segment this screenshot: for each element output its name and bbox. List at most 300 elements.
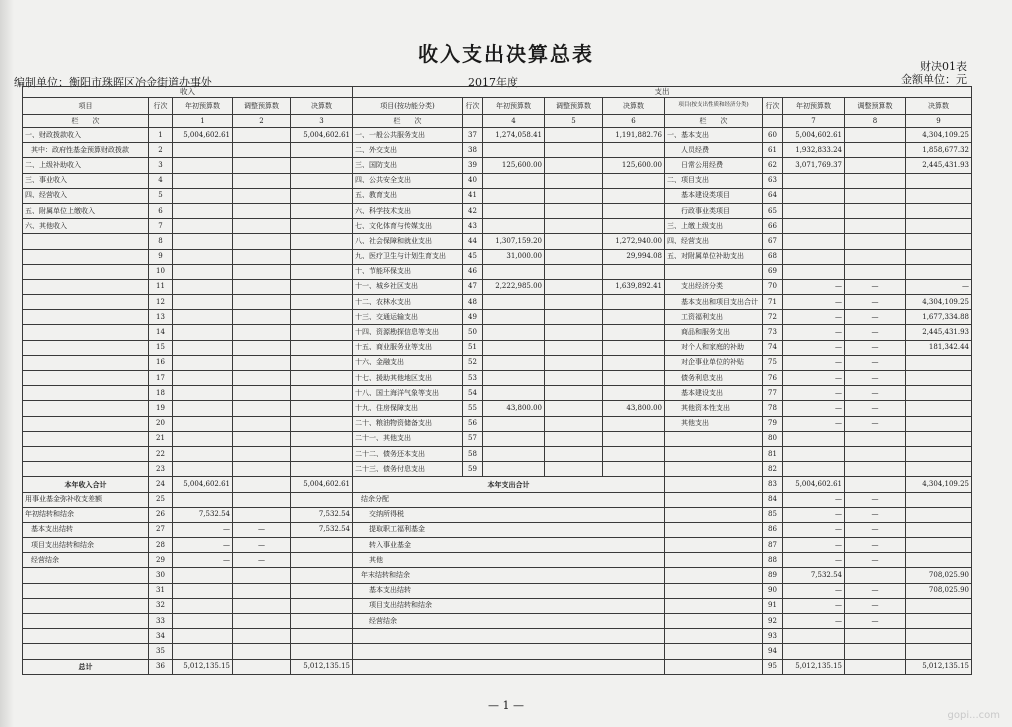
econ-row-number: 69	[763, 264, 783, 279]
income-final-value: 7,532.54	[291, 522, 353, 537]
income-row-number: 29	[149, 553, 173, 568]
econ-adjust-value: —	[845, 355, 906, 370]
func-row-number: 44	[463, 234, 483, 249]
func-final-value: 1,639,892.41	[603, 279, 665, 294]
expense-summary-label: 基本支出结转	[353, 583, 665, 598]
func-budget-value	[483, 295, 545, 310]
econ-budget-value	[783, 462, 845, 477]
econ-budget-value: 3,071,769.37	[783, 158, 845, 173]
func-final-value: 43,800.00	[603, 401, 665, 416]
page-number: — 1 —	[488, 699, 524, 712]
econ-budget-value: 5,004,602.61	[783, 477, 845, 492]
income-row-number: 14	[149, 325, 173, 340]
expense-summary-label: 转入事业基金	[353, 538, 665, 553]
econ-row-number: 71	[763, 295, 783, 310]
econ-budget-value: —	[783, 553, 845, 568]
econ-final-value	[906, 446, 972, 461]
income-adjust-value	[233, 659, 291, 674]
form-code: 财决01表	[920, 60, 967, 73]
func-item-label: 十九、住房保障支出	[353, 401, 463, 416]
income-final-value	[291, 446, 353, 461]
table-row	[23, 219, 972, 234]
income-budget-value: 5,004,602.61	[173, 128, 233, 143]
econ-adjust-value: —	[845, 598, 906, 613]
func-row-number: 52	[463, 355, 483, 370]
column-index: 9	[906, 115, 972, 128]
table-row	[23, 143, 972, 158]
econ-item-label	[665, 431, 763, 446]
func-final-value: 1,191,882.76	[603, 128, 665, 143]
income-budget-value	[173, 325, 233, 340]
income-adjust-value: —	[233, 522, 291, 537]
econ-adjust-value: —	[845, 538, 906, 553]
func-final-value	[603, 264, 665, 279]
econ-final-value: 1,677,334.88	[906, 310, 972, 325]
func-budget-value	[483, 355, 545, 370]
income-adjust-value	[233, 340, 291, 355]
econ-adjust-value	[845, 143, 906, 158]
econ-item-label: 三、上缴上级支出	[665, 219, 763, 234]
header-adjust: 调整预算数	[845, 98, 906, 115]
header-econ-item: 项目(按支出性质和经济分类)	[665, 98, 763, 115]
func-final-value	[603, 446, 665, 461]
func-row-number: 46	[463, 264, 483, 279]
econ-adjust-value: —	[845, 614, 906, 629]
expense-summary-label: 项目支出结转和结余	[353, 598, 665, 613]
econ-item-label	[665, 522, 763, 537]
column-index: 6	[603, 115, 665, 128]
econ-row-number: 67	[763, 234, 783, 249]
func-budget-value: 43,800.00	[483, 401, 545, 416]
income-item-label: 年初结转和结余	[23, 507, 149, 522]
func-item-label: 二、外交支出	[353, 143, 463, 158]
econ-budget-value: —	[783, 340, 845, 355]
func-final-value: 1,272,940.00	[603, 234, 665, 249]
income-row-number: 11	[149, 279, 173, 294]
income-adjust-value	[233, 295, 291, 310]
income-item-label	[23, 325, 149, 340]
func-adjust-value	[545, 219, 603, 234]
func-adjust-value	[545, 371, 603, 386]
func-row-number: 39	[463, 158, 483, 173]
income-row-number: 25	[149, 492, 173, 507]
econ-adjust-value	[845, 477, 906, 492]
econ-item-label	[665, 629, 763, 644]
income-final-value	[291, 462, 353, 477]
econ-item-label: 人员经费	[665, 143, 763, 158]
income-row-number: 1	[149, 128, 173, 143]
econ-adjust-value: —	[845, 325, 906, 340]
func-row-number: 40	[463, 173, 483, 188]
income-row-number: 8	[149, 234, 173, 249]
table-row	[23, 431, 972, 446]
econ-adjust-value	[845, 249, 906, 264]
func-row-number: 56	[463, 416, 483, 431]
header-adjust: 调整预算数	[233, 98, 291, 115]
income-budget-value	[173, 614, 233, 629]
header-row: 行次	[149, 98, 173, 115]
func-adjust-value	[545, 310, 603, 325]
income-budget-value: —	[173, 522, 233, 537]
econ-budget-value: —	[783, 507, 845, 522]
column-index-label: 栏 次	[665, 115, 763, 128]
income-final-value	[291, 598, 353, 613]
table-row	[23, 522, 972, 537]
income-row-number: 27	[149, 522, 173, 537]
income-item-label	[23, 295, 149, 310]
econ-adjust-value	[845, 629, 906, 644]
header-final: 决算数	[906, 98, 972, 115]
header-func-item: 项目(按功能分类)	[353, 98, 463, 115]
func-budget-value	[483, 386, 545, 401]
func-adjust-value	[545, 340, 603, 355]
income-final-value	[291, 431, 353, 446]
header-budget: 年初预算数	[783, 98, 845, 115]
header-item: 项目	[23, 98, 149, 115]
func-final-value: 125,600.00	[603, 158, 665, 173]
income-row-number: 3	[149, 158, 173, 173]
func-final-value	[603, 310, 665, 325]
func-final-value	[603, 340, 665, 355]
income-final-value	[291, 583, 353, 598]
func-adjust-value	[545, 416, 603, 431]
econ-adjust-value	[845, 264, 906, 279]
econ-adjust-value: —	[845, 522, 906, 537]
func-budget-value: 1,307,159.20	[483, 234, 545, 249]
func-item-label: 三、国防支出	[353, 158, 463, 173]
income-row-number: 20	[149, 416, 173, 431]
func-final-value	[603, 371, 665, 386]
page-title: 收入支出决算总表	[418, 42, 594, 66]
income-final-value	[291, 629, 353, 644]
func-row-number: 53	[463, 371, 483, 386]
income-budget-value	[173, 431, 233, 446]
func-row-number: 55	[463, 401, 483, 416]
table-row	[23, 477, 972, 492]
income-row-number: 7	[149, 219, 173, 234]
econ-adjust-value	[845, 446, 906, 461]
econ-final-value: 2,445,431.93	[906, 325, 972, 340]
func-final-value	[603, 203, 665, 218]
table-row	[23, 401, 972, 416]
func-row-number: 54	[463, 386, 483, 401]
income-row-number: 9	[149, 249, 173, 264]
econ-final-value	[906, 553, 972, 568]
income-adjust-value	[233, 644, 291, 659]
func-final-value	[603, 173, 665, 188]
income-budget-value	[173, 249, 233, 264]
func-row-number: 50	[463, 325, 483, 340]
func-adjust-value	[545, 188, 603, 203]
econ-row-number: 63	[763, 173, 783, 188]
income-adjust-value	[233, 264, 291, 279]
econ-budget-value: —	[783, 279, 845, 294]
func-budget-value	[483, 325, 545, 340]
income-final-value	[291, 492, 353, 507]
econ-budget-value: —	[783, 614, 845, 629]
table-row	[23, 325, 972, 340]
income-final-value	[291, 310, 353, 325]
table-row	[23, 553, 972, 568]
header-budget: 年初预算数	[483, 98, 545, 115]
econ-adjust-value	[845, 158, 906, 173]
econ-adjust-value: —	[845, 340, 906, 355]
econ-adjust-value: —	[845, 371, 906, 386]
func-final-value	[603, 355, 665, 370]
econ-final-value	[906, 188, 972, 203]
income-final-value	[291, 644, 353, 659]
econ-final-value: 4,304,109.25	[906, 295, 972, 310]
income-item-label	[23, 583, 149, 598]
econ-row-number: 95	[763, 659, 783, 674]
column-index-label: 栏 次	[23, 115, 149, 128]
header-final: 决算数	[291, 98, 353, 115]
income-budget-value	[173, 401, 233, 416]
income-adjust-value	[233, 128, 291, 143]
income-budget-value	[173, 295, 233, 310]
func-item-label: 八、社会保障和就业支出	[353, 234, 463, 249]
table-row	[23, 386, 972, 401]
table-row	[23, 614, 972, 629]
func-budget-value: 1,274,058.41	[483, 128, 545, 143]
income-budget-value	[173, 355, 233, 370]
econ-row-number: 72	[763, 310, 783, 325]
econ-adjust-value: —	[845, 279, 906, 294]
econ-final-value	[906, 249, 972, 264]
income-final-value	[291, 219, 353, 234]
func-budget-value: 31,000.00	[483, 249, 545, 264]
income-final-value	[291, 614, 353, 629]
func-budget-value	[483, 188, 545, 203]
econ-adjust-value	[845, 659, 906, 674]
econ-final-value: 5,012,135.15	[906, 659, 972, 674]
econ-row-number: 73	[763, 325, 783, 340]
income-adjust-value	[233, 446, 291, 461]
econ-item-label	[665, 492, 763, 507]
econ-item-label: 工资福利支出	[665, 310, 763, 325]
income-adjust-value	[233, 568, 291, 583]
func-row-number: 48	[463, 295, 483, 310]
table-row	[23, 203, 972, 218]
econ-adjust-value: —	[845, 583, 906, 598]
econ-adjust-value: —	[845, 416, 906, 431]
econ-row-number: 88	[763, 553, 783, 568]
econ-row-number: 74	[763, 340, 783, 355]
func-adjust-value	[545, 446, 603, 461]
econ-row-number: 62	[763, 158, 783, 173]
func-budget-value	[483, 416, 545, 431]
income-budget-value: 7,532.54	[173, 507, 233, 522]
table-row	[23, 583, 972, 598]
func-budget-value	[483, 219, 545, 234]
income-item-label	[23, 462, 149, 477]
econ-row-number: 90	[763, 583, 783, 598]
func-item-label: 二十二、债务还本支出	[353, 446, 463, 461]
income-row-number: 36	[149, 659, 173, 674]
func-item-label: 二十一、其他支出	[353, 431, 463, 446]
income-budget-value	[173, 629, 233, 644]
column-index: 8	[845, 115, 906, 128]
column-index: 1	[173, 115, 233, 128]
income-item-label: 基本支出结转	[23, 522, 149, 537]
econ-row-number: 93	[763, 629, 783, 644]
header-row: 行次	[763, 98, 783, 115]
income-adjust-value	[233, 249, 291, 264]
income-budget-value	[173, 598, 233, 613]
column-index: 4	[483, 115, 545, 128]
func-budget-value	[483, 173, 545, 188]
econ-adjust-value	[845, 188, 906, 203]
econ-budget-value: —	[783, 538, 845, 553]
func-final-value	[603, 325, 665, 340]
econ-row-number: 94	[763, 644, 783, 659]
econ-item-label: 其他资本性支出	[665, 401, 763, 416]
income-item-label: 用事业基金弥补收支差额	[23, 492, 149, 507]
econ-item-label: 对个人和家庭的补助	[665, 340, 763, 355]
econ-row-number: 92	[763, 614, 783, 629]
econ-budget-value: —	[783, 325, 845, 340]
func-row-number: 42	[463, 203, 483, 218]
income-item-label	[23, 310, 149, 325]
econ-final-value	[906, 416, 972, 431]
func-final-value	[603, 386, 665, 401]
income-item-label	[23, 568, 149, 583]
income-row-number: 24	[149, 477, 173, 492]
econ-item-label: 行政事业类项目	[665, 203, 763, 218]
income-final-value	[291, 173, 353, 188]
econ-item-label	[665, 264, 763, 279]
income-adjust-value	[233, 416, 291, 431]
table-row	[23, 538, 972, 553]
income-row-number: 16	[149, 355, 173, 370]
income-budget-value: 5,012,135.15	[173, 659, 233, 674]
econ-adjust-value: —	[845, 386, 906, 401]
summary-table	[22, 86, 972, 675]
func-row-number: 38	[463, 143, 483, 158]
econ-budget-value	[783, 629, 845, 644]
income-budget-value	[173, 158, 233, 173]
expense-summary-label: 经营结余	[353, 614, 665, 629]
func-budget-value	[483, 203, 545, 218]
func-row-number: 43	[463, 219, 483, 234]
table-row	[23, 355, 972, 370]
income-budget-value	[173, 264, 233, 279]
econ-budget-value: —	[783, 401, 845, 416]
func-item-label: 五、教育支出	[353, 188, 463, 203]
income-row-number: 19	[149, 401, 173, 416]
econ-item-label	[665, 614, 763, 629]
econ-final-value: 181,342.44	[906, 340, 972, 355]
income-final-value	[291, 188, 353, 203]
expense-summary-label	[353, 659, 665, 674]
econ-adjust-value	[845, 234, 906, 249]
income-adjust-value	[233, 203, 291, 218]
econ-final-value	[906, 219, 972, 234]
column-index: 7	[783, 115, 845, 128]
income-row-number: 10	[149, 264, 173, 279]
econ-adjust-value: —	[845, 553, 906, 568]
econ-adjust-value: —	[845, 401, 906, 416]
func-item-label: 十八、国土海洋气象等支出	[353, 386, 463, 401]
econ-budget-value	[783, 264, 845, 279]
table-row	[23, 310, 972, 325]
income-adjust-value	[233, 477, 291, 492]
income-row-number: 4	[149, 173, 173, 188]
func-budget-value	[483, 371, 545, 386]
econ-final-value	[906, 386, 972, 401]
income-final-value: 5,004,602.61	[291, 477, 353, 492]
func-adjust-value	[545, 355, 603, 370]
income-item-label	[23, 416, 149, 431]
func-item-label: 十、节能环保支出	[353, 264, 463, 279]
income-item-label	[23, 386, 149, 401]
income-row-number: 34	[149, 629, 173, 644]
income-adjust-value	[233, 355, 291, 370]
income-item-label	[23, 371, 149, 386]
econ-row-number: 68	[763, 249, 783, 264]
income-budget-value	[173, 462, 233, 477]
income-item-label: 六、其他收入	[23, 219, 149, 234]
func-item-label: 十一、城乡社区支出	[353, 279, 463, 294]
table-row	[23, 598, 972, 613]
income-item-label: 经营结余	[23, 553, 149, 568]
func-item-label: 十七、援助其他地区支出	[353, 371, 463, 386]
income-final-value	[291, 203, 353, 218]
income-adjust-value	[233, 507, 291, 522]
income-adjust-value: —	[233, 538, 291, 553]
income-budget-value	[173, 583, 233, 598]
column-index	[463, 115, 483, 128]
income-budget-value	[173, 416, 233, 431]
econ-budget-value: —	[783, 355, 845, 370]
econ-item-label	[665, 659, 763, 674]
econ-row-number: 84	[763, 492, 783, 507]
func-budget-value	[483, 446, 545, 461]
scan-edge	[0, 0, 14, 727]
func-final-value	[603, 416, 665, 431]
income-budget-value: 5,004,602.61	[173, 477, 233, 492]
income-row-number: 21	[149, 431, 173, 446]
func-final-value	[603, 462, 665, 477]
econ-adjust-value	[845, 173, 906, 188]
func-adjust-value	[545, 325, 603, 340]
econ-budget-value	[783, 249, 845, 264]
income-adjust-value	[233, 583, 291, 598]
econ-final-value: 2,445,431.93	[906, 158, 972, 173]
table-row	[23, 264, 972, 279]
income-adjust-value	[233, 629, 291, 644]
econ-row-number: 61	[763, 143, 783, 158]
func-adjust-value	[545, 249, 603, 264]
income-row-number: 6	[149, 203, 173, 218]
income-adjust-value	[233, 143, 291, 158]
expense-summary-label: 其他	[353, 553, 665, 568]
header-final: 决算数	[603, 98, 665, 115]
watermark: gopi...com	[947, 710, 1000, 721]
income-budget-value	[173, 492, 233, 507]
income-final-value	[291, 325, 353, 340]
income-item-label	[23, 446, 149, 461]
econ-adjust-value: —	[845, 492, 906, 507]
column-index	[763, 115, 783, 128]
econ-adjust-value: —	[845, 310, 906, 325]
econ-row-number: 81	[763, 446, 783, 461]
func-item-label: 二十三、债务付息支出	[353, 462, 463, 477]
func-adjust-value	[545, 203, 603, 218]
income-item-label	[23, 614, 149, 629]
table-row	[23, 158, 972, 173]
func-item-label: 二十、粮油物资储备支出	[353, 416, 463, 431]
